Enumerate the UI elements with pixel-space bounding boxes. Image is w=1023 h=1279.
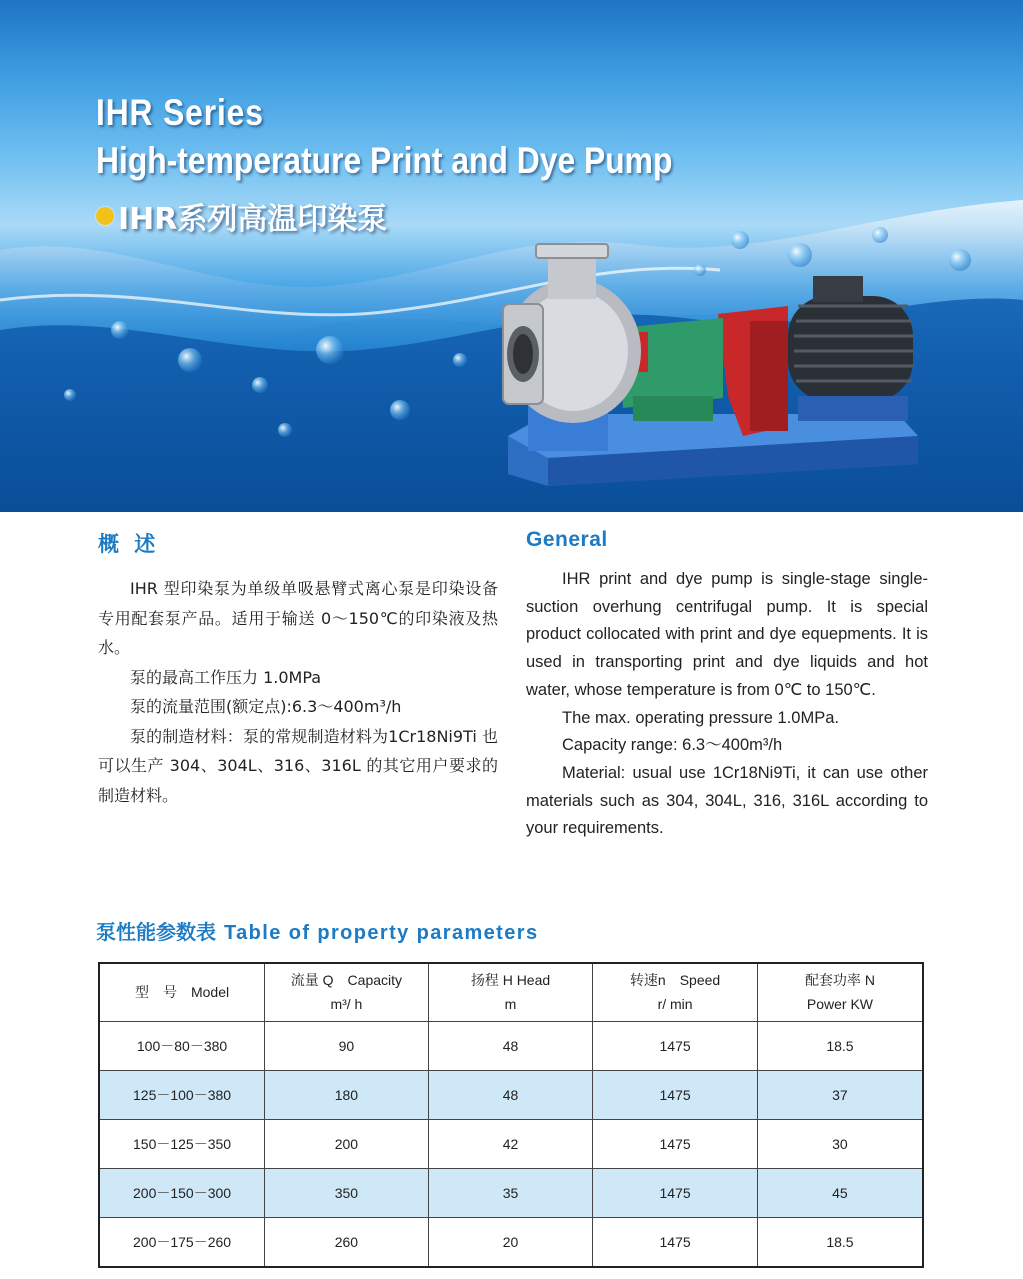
overview-zh-p2: 泵的最高工作压力 1.0MPa [130,667,322,687]
cell-speed: 1475 [593,1119,758,1168]
header-speed: 转速n Speed r/ min [593,963,758,1021]
table-row [99,1218,923,1267]
cell-speed: 1475 [593,1169,758,1218]
yellow-bullet-icon [96,207,114,225]
title-zh-text: IHR系列高温印染泵 [118,202,388,237]
cell-capacity: 260 [265,1218,429,1267]
table-row [99,1169,923,1218]
cell-capacity: 200 [265,1119,429,1168]
table-row [99,1021,923,1070]
pump-image [488,236,928,496]
header-power: 配套功率 N Power KW [757,963,923,1021]
cell-speed: 1475 [593,1070,758,1119]
cell-speed: 1475 [593,1218,758,1267]
overview-en-section [526,528,928,843]
header-model: 型 号 Model [99,963,265,1021]
cell-model: 200－175－260 [99,1218,265,1267]
parameter-table [98,962,924,1268]
header-banner [0,0,1023,512]
overview-zh-heading: 概 述 [98,532,160,556]
overview-zh-p4: 泵的制造材料：泵的常规制造材料为1Cr18Ni9Ti 也可以生产 304、304L、316、316L 的其它用户要求的制造材料。 [98,726,498,805]
cell-power: 18.5 [757,1021,923,1070]
table-title-en: Table of property parameters [224,922,539,944]
table-title [96,916,538,945]
cell-head: 20 [428,1218,593,1267]
cell-head: 48 [428,1021,593,1070]
cell-capacity: 90 [265,1021,429,1070]
overview-en-p3: Capacity range: 6.3～400m³/h [562,736,783,755]
cell-speed: 1475 [593,1021,758,1070]
parameter-table-container [98,962,924,1268]
table-row [99,1070,923,1119]
overview-en-p1: IHR print and dye pump is single-stage single-suction overhung centrifugal pump. It is special product collocated with print and dye equepments. It is used in transporting print and dye liquids and hot water, whose temperature is from 0℃ to 150℃. [526,570,928,699]
cell-power: 37 [757,1070,923,1119]
cell-capacity: 180 [265,1070,429,1119]
overview-zh-p3: 泵的流量范围(额定点):6.3～400m³/h [130,697,402,716]
header-capacity: 流量 Q Capacity m³/ h [265,963,429,1021]
cell-power: 18.5 [757,1218,923,1267]
cell-head: 42 [428,1119,593,1168]
table-header-row [99,963,923,1021]
cell-model: 150－125－350 [99,1119,265,1168]
overview-en-p2: The max. operating pressure 1.0MPa. [562,708,839,727]
overview-en-p4: Material: usual use 1Cr18Ni9Ti, it can use other materials such as 304, 304L, 316, 316L according to your requirements. [526,763,928,838]
table-row [99,1119,923,1168]
title-zh [96,194,387,238]
cell-model: 200－150－300 [99,1169,265,1218]
header-head: 扬程 H Head m [428,963,593,1021]
cell-head: 35 [428,1169,593,1218]
cell-head: 48 [428,1070,593,1119]
title-series: IHR Series [96,92,264,133]
overview-zh-p1: IHR 型印染泵为单级单吸悬臂式离心泵是印染设备专用配套泵产品。适用于输送 0～150℃的印染液及热水。 [98,579,498,657]
cell-capacity: 350 [265,1169,429,1218]
cell-model: 100－80－380 [99,1021,265,1070]
cell-power: 45 [757,1169,923,1218]
cell-model: 125－100－380 [99,1070,265,1119]
cell-power: 30 [757,1119,923,1168]
table-title-zh: 泵性能参数表 [96,920,216,944]
title-product: High-temperature Print and Dye Pump [96,140,673,181]
overview-en-heading: General [526,528,608,551]
overview-zh-section [98,528,498,810]
